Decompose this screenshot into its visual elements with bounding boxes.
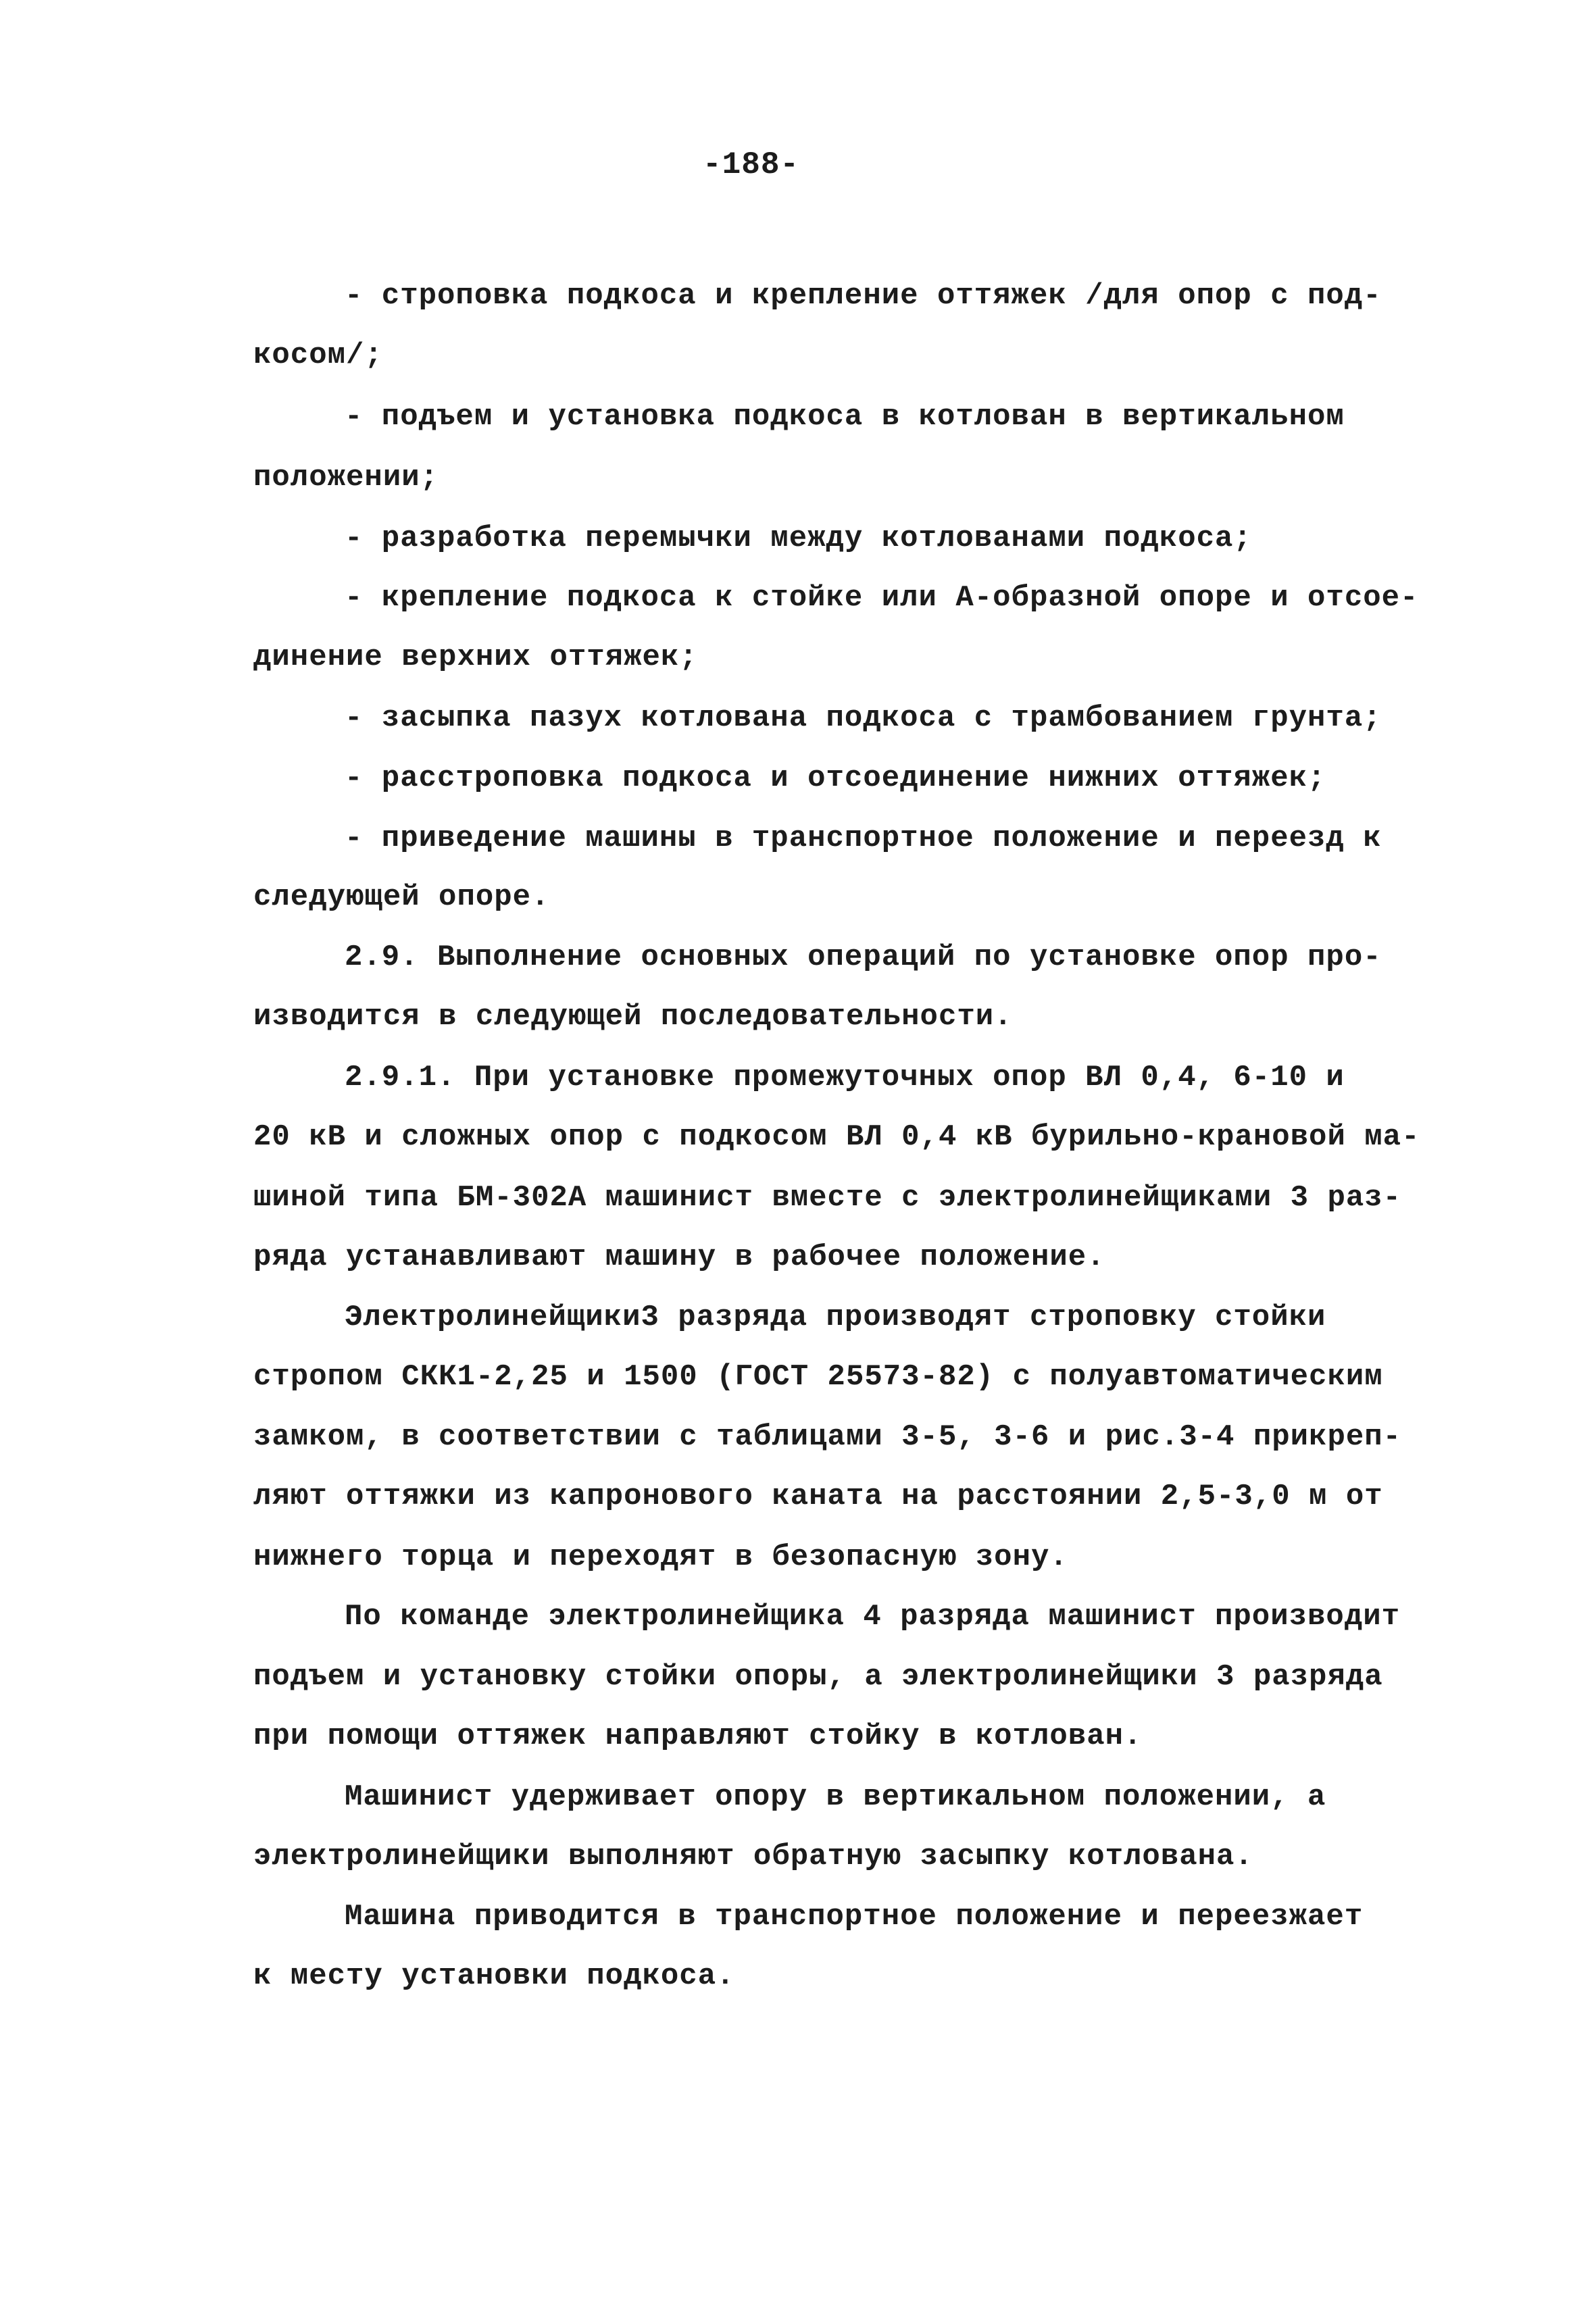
text-line: изводится в следующей последовательности. [253, 1000, 1013, 1034]
page-number: -188- [703, 147, 800, 182]
text-line: - разработка перемычки между котлованами подкоса; [345, 522, 1252, 555]
text-line: Электролинейщики3 разряда производят строповку стойки [345, 1301, 1326, 1334]
text-line: электролинейщики выполняют обратную засыпку котлована. [253, 1840, 1253, 1873]
text-line: стропом СКК1-2,25 и 1500 (ГОСТ 25573-82) с полуавтоматическим [253, 1360, 1383, 1394]
text-line: ляют оттяжки из капронового каната на расстоянии 2,5-3,0 м от [253, 1480, 1383, 1513]
text-line: шиной типа БМ-302А машинист вместе с электролинейщиками 3 раз- [253, 1181, 1402, 1215]
text-line: к месту установки подкоса. [253, 1959, 735, 1993]
text-line: замком, в соответствии с таблицами 3-5, 3-6 и рис.3-4 прикреп- [253, 1420, 1402, 1454]
text-line: нижнего торца и переходят в безопасную зону. [253, 1540, 1068, 1574]
text-line: 2.9. Выполнение основных операций по установке опор про- [345, 940, 1382, 974]
text-line: Машинист удерживает опору в вертикальном положении, а [345, 1780, 1326, 1814]
text-line: подъем и установку стойки опоры, а электролинейщики 3 разряда [253, 1660, 1383, 1694]
text-line: следующей опоре. [253, 880, 550, 914]
text-line: - приведение машины в транспортное положение и переезд к [345, 822, 1382, 855]
text-line: косом/; [253, 338, 383, 372]
text-line: при помощи оттяжек направляют стойку в котлован. [253, 1719, 1143, 1753]
text-line: - засыпка пазух котлована подкоса с трамбованием грунта; [345, 701, 1382, 735]
text-line: - подъем и установка подкоса в котлован в вертикальном [345, 400, 1345, 434]
text-line: Машина приводится в транспортное положение и переезжает [345, 1900, 1364, 1934]
text-line: - строповка подкоса и крепление оттяжек /для опор с под- [345, 279, 1382, 313]
text-line: По команде электролинейщика 4 разряда машинист производит [345, 1600, 1401, 1634]
text-line: - расстроповка подкоса и отсоединение нижних оттяжек; [345, 761, 1326, 795]
text-line: 20 кВ и сложных опор с подкосом ВЛ 0,4 кВ бурильно-крановой ма- [253, 1120, 1420, 1154]
text-line: ряда устанавливают машину в рабочее положение. [253, 1240, 1105, 1274]
text-line: 2.9.1. При установке промежуточных опор ВЛ 0,4, 6-10 и [345, 1061, 1345, 1095]
text-line: динение верхних оттяжек; [253, 640, 698, 674]
text-line: - крепление подкоса к стойке или А-образной опоре и отсое- [345, 581, 1419, 615]
text-line: положении; [253, 461, 439, 495]
